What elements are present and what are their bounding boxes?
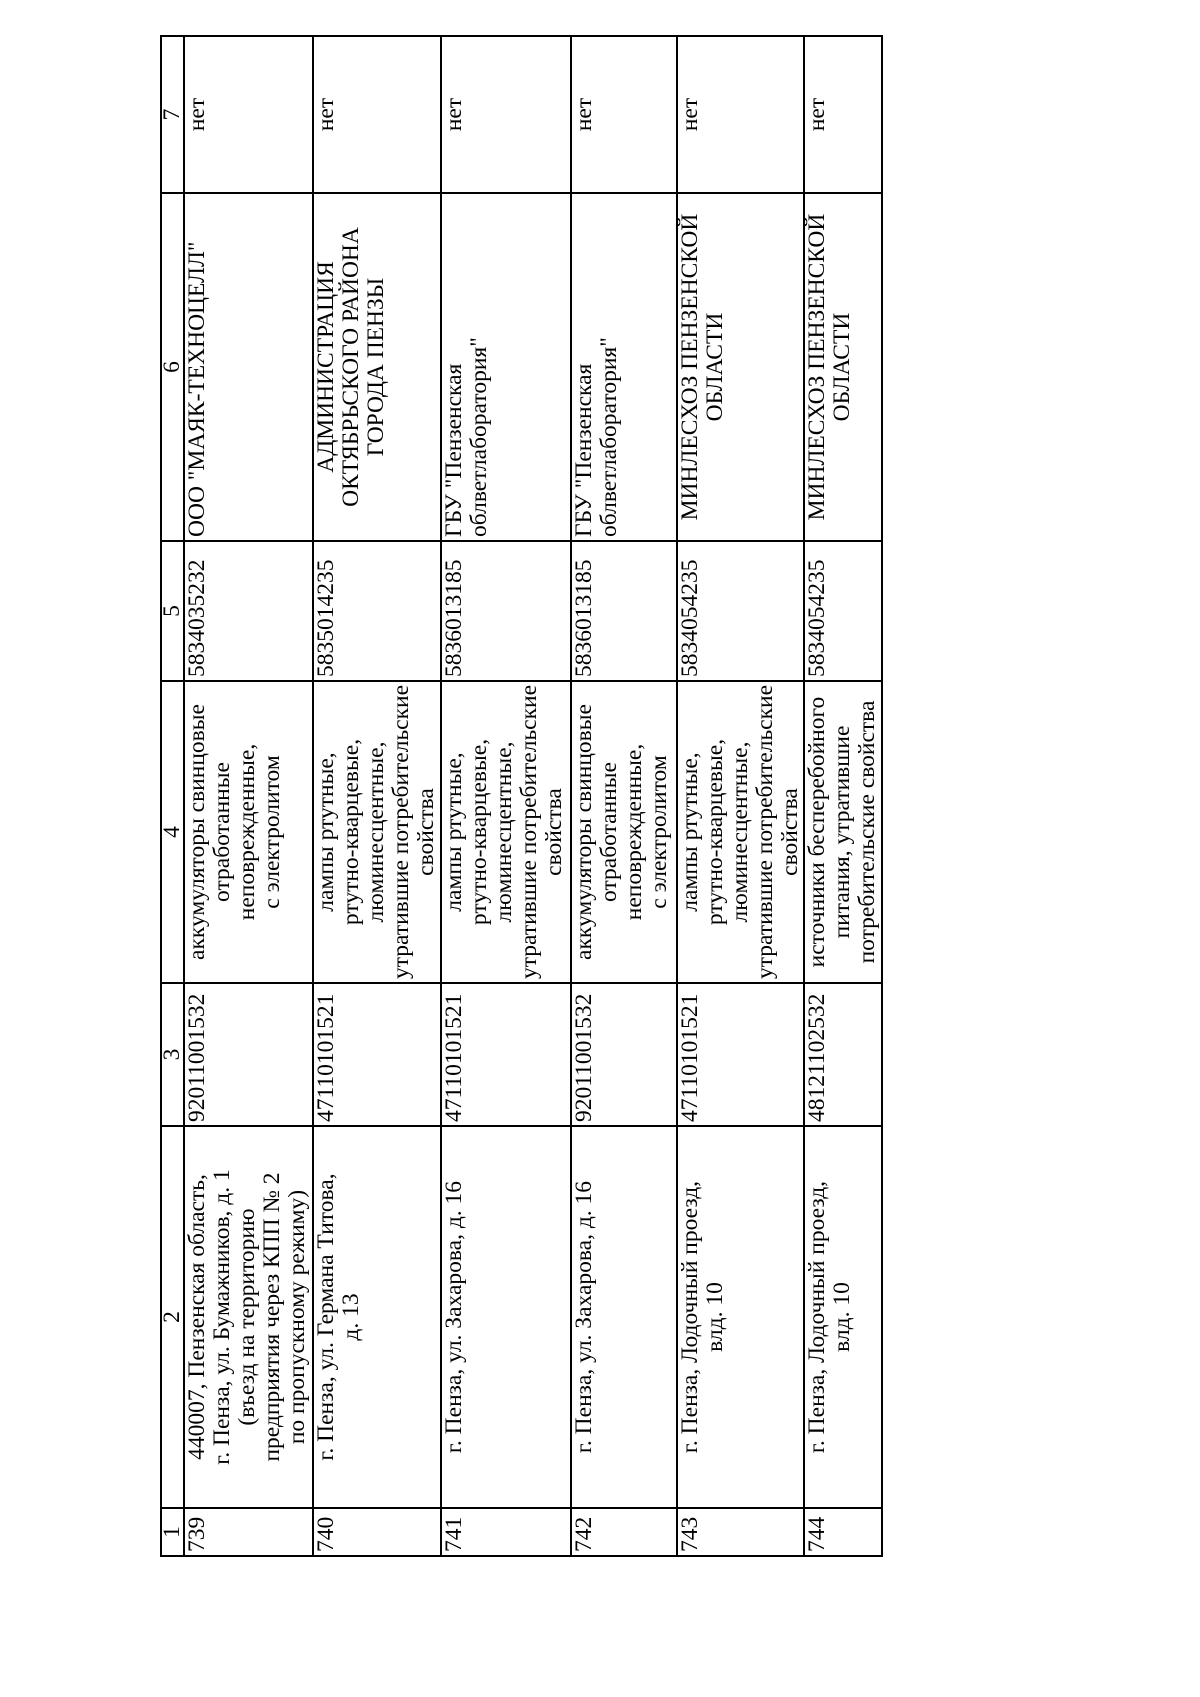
header-col-6: 6 [162, 194, 183, 540]
waste-description-cell: лампы ртутные, ртутно-кварцевые, люминесцентные, утратившие потребительские свойства [442, 682, 570, 982]
code-cell: 47110101521 [678, 984, 803, 1125]
waste-description-cell: аккумуляторы свинцовые отработанные неповрежденные, с электролитом [572, 682, 676, 982]
address-cell: г. Пенза, ул. Захарова, д. 16 [442, 1127, 570, 1507]
waste-description-cell: лампы ртутные, ртутно-кварцевые, люминесцентные, утратившие потребительские свойства [678, 682, 803, 982]
row-number-cell: 739 [185, 1509, 312, 1555]
inn-cell: 5834035232 [185, 542, 312, 680]
inn-cell: 5835014235 [314, 542, 440, 680]
row-number-cell: 740 [314, 1509, 440, 1555]
code-cell: 92011001532 [572, 984, 676, 1125]
header-col-1: 1 [162, 1509, 183, 1555]
waste-description-cell: источники бесперебойного питания, утратившие потребительские свойства [805, 682, 881, 982]
organization-cell: АДМИНИСТРАЦИЯ ОКТЯБРЬСКОГО РАЙОНА ГОРОДА ПЕНЗЫ [314, 194, 440, 540]
inn-cell: 5834054235 [678, 542, 803, 680]
waste-description-cell: лампы ртутные, ртутно-кварцевые, люминесцентные, утратившие потребительские свойства [314, 682, 440, 982]
address-cell: 440007, Пензенская область, г. Пенза, ул. Бумажников, д. 1 (въезд на территорию предприятия через КПП № 2 по пропускному режиму) [185, 1127, 312, 1507]
row-number-cell: 743 [678, 1509, 803, 1555]
address-cell: г. Пенза, Лодочный проезд, влд. 10 [805, 1127, 881, 1507]
address-cell: г. Пенза, ул. Захарова, д. 16 [572, 1127, 676, 1507]
header-col-3: 3 [162, 984, 183, 1125]
code-cell: 48121102532 [805, 984, 881, 1125]
inn-cell: 5836013185 [442, 542, 570, 680]
column-7-cell: нет [572, 37, 676, 192]
header-col-5: 5 [162, 542, 183, 680]
waste-description-cell: аккумуляторы свинцовые отработанные неповрежденные, с электролитом [185, 682, 312, 982]
address-cell: г. Пенза, Лодочный проезд, влд. 10 [678, 1127, 803, 1507]
header-col-7: 7 [162, 37, 183, 192]
column-7-cell: нет [314, 37, 440, 192]
organization-cell: МИНЛЕСХОЗ ПЕНЗЕНСКОЙ ОБЛАСТИ [805, 194, 881, 540]
organization-cell: ГБУ "Пензенская облветлаборатория" [572, 194, 676, 540]
column-7-cell: нет [678, 37, 803, 192]
inn-cell: 5836013185 [572, 542, 676, 680]
code-cell: 92011001532 [185, 984, 312, 1125]
row-number-cell: 741 [442, 1509, 570, 1555]
organization-cell: ООО "МАЯК-ТЕХНОЦЕЛЛ" [185, 194, 312, 540]
row-number-cell: 742 [572, 1509, 676, 1555]
header-col-2: 2 [162, 1127, 183, 1507]
organization-cell: МИНЛЕСХОЗ ПЕНЗЕНСКОЙ ОБЛАСТИ [678, 194, 803, 540]
column-7-cell: нет [805, 37, 881, 192]
inn-cell: 5834054235 [805, 542, 881, 680]
rotated-table-wrapper [160, 35, 883, 1557]
column-7-cell: нет [185, 37, 312, 192]
header-col-4: 4 [162, 682, 183, 982]
row-number-cell: 744 [805, 1509, 881, 1555]
code-cell: 47110101521 [442, 984, 570, 1125]
registry-table [160, 35, 883, 1557]
column-7-cell: нет [442, 37, 570, 192]
address-cell: г. Пенза, ул. Германа Титова, д. 13 [314, 1127, 440, 1507]
code-cell: 47110101521 [314, 984, 440, 1125]
organization-cell: ГБУ "Пензенская облветлаборатория" [442, 194, 570, 540]
